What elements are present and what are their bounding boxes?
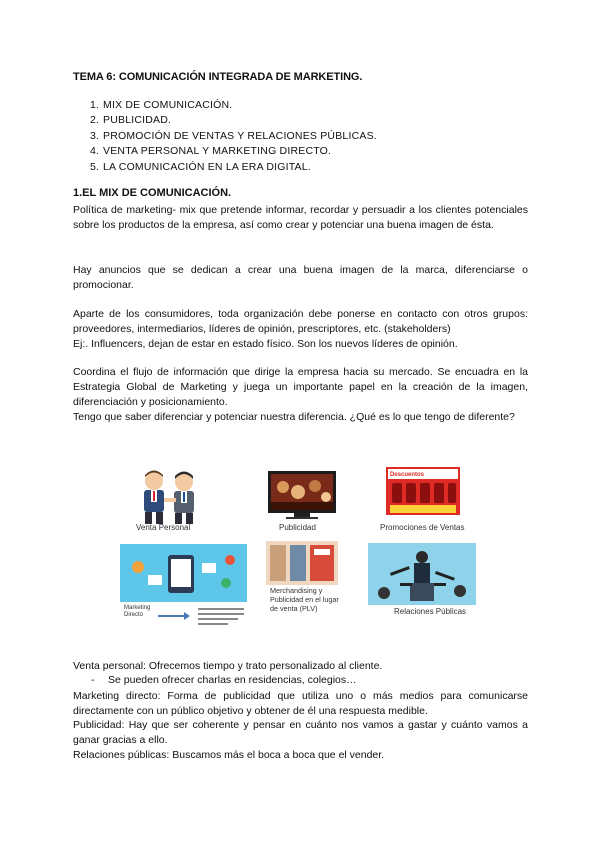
- caption-promociones: Promociones de Ventas: [380, 523, 465, 532]
- caption-relaciones-publicas: Relaciones Públicas: [394, 607, 467, 616]
- page-title: TEMA 6: COMUNICACIÓN INTEGRADA DE MARKETING.: [73, 71, 363, 83]
- toc-label: VENTA PERSONAL Y MARKETING DIRECTO.: [103, 145, 332, 158]
- toc-item: [73, 113, 377, 128]
- toc-item: [73, 98, 377, 113]
- paragraph-publicidad: Publicidad: Hay que ser coherente y pensar en cuánto nos vamos a gastar y cuánto vamos a ganar gracias a ello.: [73, 719, 528, 746]
- paragraph-relaciones: Relaciones públicas: Buscamos más el boca a boca que el vender.: [73, 749, 385, 761]
- toc-number: 3.: [90, 129, 100, 142]
- toc-number: 2.: [90, 114, 100, 127]
- communication-mix-figure: [118, 465, 480, 635]
- paragraph-venta-personal: Venta personal: Ofrecemos tiempo y trato personalizado al cliente.: [73, 660, 383, 672]
- paragraph-marketing-directo: Marketing directo: Forma de publicidad que utiliza uno o más medios para comunicarse directamente con un público objetivo y obtener de él una respuesta medible.: [73, 690, 528, 717]
- publicidad-image: [268, 471, 336, 519]
- toc-number: 5.: [90, 160, 100, 173]
- paragraph-influencers: Ej:. Influencers, dejan de estar en estado físico. Son los nuevos líderes de opinión.: [73, 338, 458, 350]
- bullet-text: Se pueden ofrecer charlas en residencias, colegios…: [108, 674, 357, 686]
- bullet-dash: -: [91, 674, 95, 686]
- caption-marketing-directo: Marketing Directo: [124, 605, 151, 618]
- toc-item: [73, 129, 377, 144]
- toc-label: PROMOCIÓN DE VENTAS Y RELACIONES PÚBLICAS.: [103, 129, 377, 142]
- toc-item: [73, 144, 377, 159]
- paragraph-stakeholders: Aparte de los consumidores, toda organización debe ponerse en contacto con otros grupos: proveedores, intermediarios, líderes de opinión, prescriptores, etc. (stakeholders): [73, 308, 528, 335]
- paragraph-anuncios: Hay anuncios que se dedican a crear una buena imagen de la marca, diferenciarse o promocionar.: [73, 264, 528, 291]
- paragraph-diferencia: Tengo que saber diferenciar y potenciar nuestra diferencia. ¿Qué es lo que tengo de diferente?: [73, 411, 515, 423]
- section-heading: 1.EL MIX DE COMUNICACIÓN.: [73, 187, 232, 199]
- caption-merchandising: Merchandising y Publicidad en el lugar de venta (PLV): [270, 586, 339, 613]
- table-of-contents: [73, 98, 377, 175]
- toc-label: MIX DE COMUNICACIÓN.: [103, 99, 233, 111]
- paragraph-definition: Política de marketing- mix que pretende informar, recordar y persuadir a los clientes potenciales sobre los productos de la empresa, así como crear y potenciar una buena imagen de ésta.: [73, 204, 528, 231]
- bullet-item: [91, 674, 357, 686]
- promo-banner-text: Descuentos: [390, 472, 425, 478]
- toc-label: PUBLICIDAD.: [103, 114, 172, 127]
- relaciones-publicas-image: [368, 543, 476, 605]
- merchandising-image: [266, 541, 338, 585]
- toc-item: [73, 160, 377, 175]
- toc-label: LA COMUNICACIÓN EN LA ERA DIGITAL.: [103, 160, 311, 173]
- caption-venta-personal: Venta Personal: [136, 523, 191, 532]
- toc-number: 1.: [90, 99, 100, 111]
- caption-publicidad: Publicidad: [279, 523, 316, 532]
- paragraph-coordina: Coordina el flujo de información que dirige la empresa hacia su mercado. Se encuadra en la Estrategia Global de Marketing y juega un importante papel en la creación de la imagen, diferenciación y posicionamiento.: [73, 366, 528, 408]
- toc-number: 4.: [90, 145, 100, 158]
